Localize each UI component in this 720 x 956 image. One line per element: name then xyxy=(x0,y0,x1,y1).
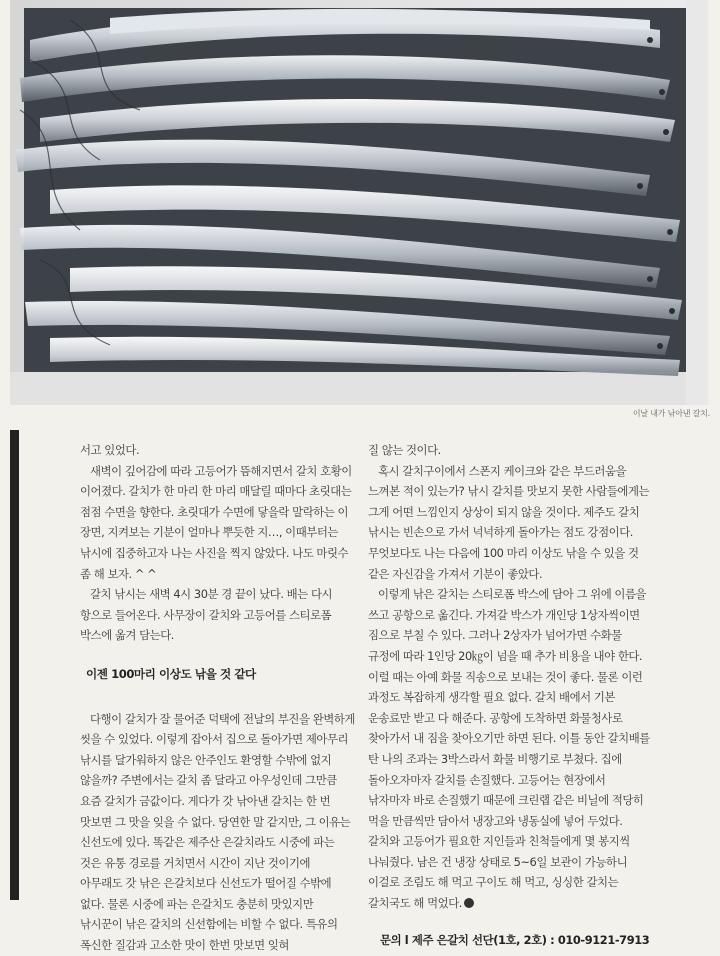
hairtail-photo xyxy=(10,0,708,405)
section-marker-bar xyxy=(10,430,19,900)
section-subheading: 이젠 100마리 이상도 낚을 것 같다 xyxy=(86,666,256,681)
paragraph: 다행이 갈치가 잘 물어준 덕택에 전날의 부진을 완벽하게 씻을 수 있었다. 이렇게 잡아서 집으로 돌아가면 제아무리 낚시를 달가워하지 않은 안주인도 환영할 수밖에 없지 않을까? 주변에서는 갈치 좀 달라고 아우성인데 그만큼 요즘 갈치가 금값이다. 게다가 갓 낚아낸 갈치는 한 번 맛보면 그 맛을 잊을 수 없다. 당연한 말 같지만, 그 이유는 신선도에 있다. 똑같은 제주산 은갈치라도 시중에 파는 것은 유통 경로를 거치면서 시간이 지난 것이기에 아무래도 갓 낚은 은갈치보다 신선도가 떨어질 수밖에 없다. 물론 시중에 파는 은갈치도 충분히 맛있지만 낚시꾼이 낚은 갈치의 신선함에는 비할 수 없다. 특유의 폭신한 질감과 고소한 맛이 한번 맛보면 잊혀 xyxy=(80,711,355,953)
paragraph: 새벽이 깊어감에 따라 고등어가 뜸해지면서 갈치 호황이 이어졌다. 갈치가 한 마리 한 마리 매달릴 때마다 초릿대는 점점 수면을 향한다. 초릿대가 수면에 닿을락 말락하는 이 장면, 지켜보는 기분이 얼마나 뿌듯한 지…, 이때부터는 낚시에 집중하고자 나는 사진을 찍지 않았다. 나도 마릿수 좀 해 보자. ^ ^ xyxy=(80,463,352,581)
paragraph xyxy=(368,584,650,914)
article-column-left xyxy=(80,440,355,956)
contact-info: 문의 l 제주 은갈치 선단(1호, 2호) : 010-9121-7913 xyxy=(380,932,650,947)
paragraph: 혹시 갈치구이에서 스폰지 케이크와 같은 부드러움을 느껴본 적이 있는가? 낚시 갈치를 맛보지 못한 사람들에게는 그게 어떤 느낌인지 상상이 되지 않을 것이다. 제주도 갈치 낚시는 빈손으로 가서 넉넉하게 돌아가는 점도 강점이다. 무엇보다도 나는 다음에 100 마리 이상도 낚을 수 있을 것 같은 자신감을 가져서 기분이 좋았다. xyxy=(368,463,650,581)
photo-caption: 이날 내가 낚아낸 갈치. xyxy=(632,409,710,418)
paragraph: 서고 있었다. xyxy=(80,443,140,457)
paragraph: 질 않는 것이다. xyxy=(368,443,441,457)
hairtail-fish-image xyxy=(10,0,708,405)
paragraph: 갈치 낚시는 새벽 4시 30분 경 끝이 났다. 배는 다시 항으로 들어온다. 사무장이 갈치와 고등어를 스티로폼 박스에 옮겨 담는다. xyxy=(80,587,333,643)
article-column-right xyxy=(368,440,650,950)
paragraph-text: 이렇게 낚은 갈치는 스티로폼 박스에 담아 그 위에 이름을 쓰고 공항으로 옮긴다. 가져갈 박스가 개인당 1상자씩이면 짐으로 부칠 수 있다. 그러나 2상자가 넘어가면 수화물 규정에 따라 1인당 20㎏이 넘을 때 추가 비용을 내야 한다. 이럴 때는 아예 화물 직송으로 보내는 것이 좋다. 물론 이런 과정도 복잡하게 생각할 필요 없다. 갈치 배에서 기본 운송료만 받고 다 해준다. 공항에 도착하면 화물청사로 찾아가서 내 짐을 찾아오기만 하면 된다. 이틀 동안 갈치배를 탄 나의 조과는 3박스라서 화물 비행기로 부쳤다. 집에 돌아오자마자 갈치를 손질했다. 고등어는 현장에서 낚자마자 바로 손질했기 때문에 크린랩 같은 비닐에 적당히 먹을 만큼씩만 담아서 냉장고와 냉동실에 넣어 두었다. 갈치와 고등어가 필요한 지인들과 친척들에게 몇 봉지씩 나눠줬다. 남은 건 냉장 상태로 5~6일 보관이 가능하니 이걸로 조림도 해 먹고 구이도 해 먹고, 싱싱한 갈치는 갈치국도 해 먹었다. xyxy=(368,587,650,911)
